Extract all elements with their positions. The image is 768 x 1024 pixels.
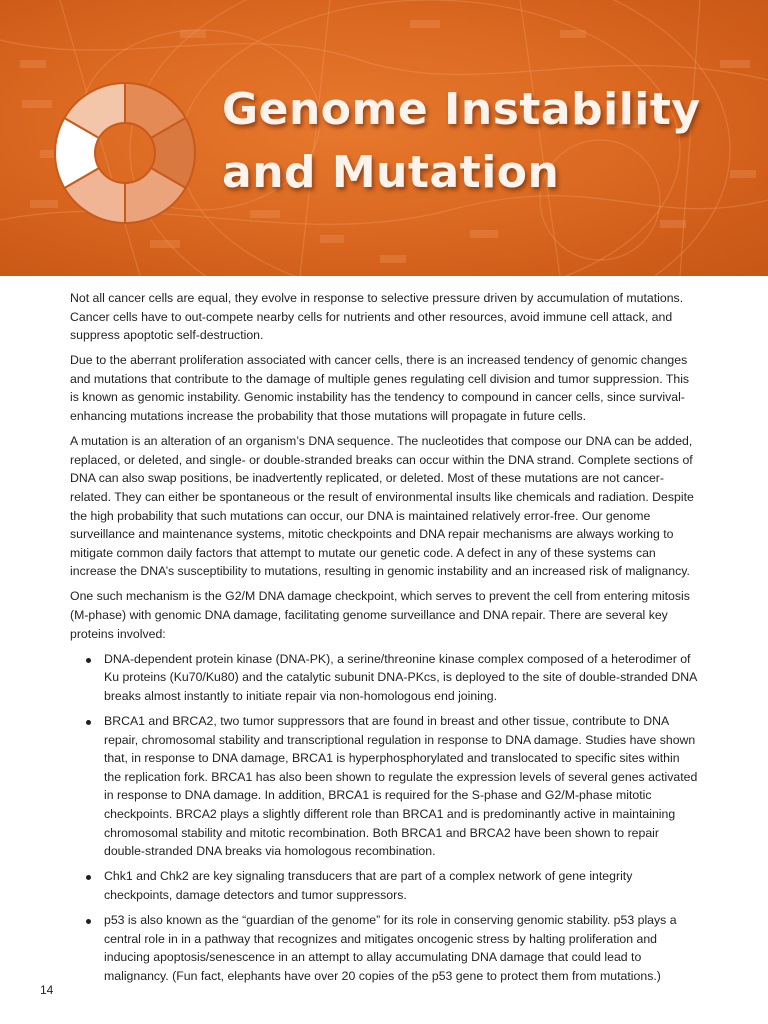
- list-item: [70, 867, 700, 904]
- list-item-text: DNA-dependent protein kinase (DNA-PK), a serine/threonine kinase complex composed of a heterodimer of Ku proteins (Ku70/Ku80) and the catalytic subunit DNA-PKcs, is deployed to the site of double-stranded DNA breaks almost instantly to initiate repair via non-homologous end joining.: [104, 651, 697, 703]
- list-item: [70, 712, 700, 861]
- title-line-1: Genome Instability: [222, 84, 701, 135]
- key-proteins-list: [70, 650, 700, 986]
- bullet-icon: [86, 875, 91, 880]
- title-line-2: and Mutation: [222, 147, 560, 198]
- header-banner: [0, 0, 768, 276]
- body-text: [70, 289, 700, 992]
- list-item-text: p53 is also known as the “guardian of the genome” for its role in conserving genomic stability. p53 plays a central role in in a pathway that recognizes and mitigates oncogenic stress by halting proliferation and inducing apoptosis/senescence in an attempt to allay accumulating DNA damage that could lead to malignancy. (Fun fact, elephants have over 20 copies of the p53 gene to protect them from mutations.): [104, 912, 677, 983]
- list-item-text: BRCA1 and BRCA2, two tumor suppressors that are found in breast and other tissue, contribute to DNA repair, chromosomal stability and transcriptional regulation in response to DNA damage. Studies have shown that, in response to DNA damage, BRCA1 is hyperphosphorylated and translocated to specific sites within the replication fork. BRCA1 has also been shown to regulate the expression levels of several genes activated in response to DNA damage. In addition, BRCA1 is required for the S-phase and G2/M-phase mitotic checkpoints. BRCA2 plays a slightly different role than BRCA1 and is predominantly active in maintaining chromosomal stability and mitotic recombination. Both BRCA1 and BRCA2 have been shown to repair double-stranded DNA breaks via homologous recombination.: [104, 713, 698, 859]
- list-item: [70, 911, 700, 985]
- paragraph: Not all cancer cells are equal, they evolve in response to selective pressure driven by accumulation of mutations. Cancer cells have to out-compete nearby cells for nutrients and other resources, avoid immune cell attack, and suppress apoptotic self-destruction.: [70, 291, 684, 343]
- page-title: [222, 78, 701, 204]
- paragraph: Due to the aberrant proliferation associated with cancer cells, there is an increased tendency of genomic changes and mutations that contribute to the damage of multiple genes regulating cell division and tumor suppression. This is known as genomic instability. Genomic instability has the tendency to compound in cancer cells, since survival-enhancing mutations increase the probability that those mutations will propagate in future cells.: [70, 353, 690, 424]
- paragraph: A mutation is an alteration of an organism’s DNA sequence. The nucleotides that compose our DNA can be added, replaced, or deleted, and single- or double-stranded breaks can occur within the DNA strand. Complete sections of DNA can also swap positions, be inadvertently replicated, or deleted. Most of these mutations are not cancer-related. They can either be spontaneous or the result of environmental insults like chemicals and radiation. Despite the high probability that such mutations can occur, our DNA is maintained relatively error-free. Our genome surveillance and maintenance systems, mitotic checkpoints and DNA repair mechanisms are always working to mitigate common daily factors that attempt to mutate our genetic code. A defect in any of these systems can increase the DNA’s susceptibility to mutations, resulting in genomic instability and an increased risk of malignancy.: [70, 434, 694, 579]
- chapter-donut-icon: [50, 78, 200, 228]
- page-number: 14: [40, 983, 54, 997]
- bullet-icon: [86, 658, 91, 663]
- list-item-text: Chk1 and Chk2 are key signaling transducers that are part of a complex network of gene integrity checkpoints, damage detectors and tumor suppressors.: [104, 869, 633, 902]
- bullet-icon: [86, 919, 91, 924]
- paragraph: One such mechanism is the G2/M DNA damage checkpoint, which serves to prevent the cell from entering mitosis (M-phase) with genomic DNA damage, facilitating genome surveillance and DNA repair. There are several key proteins involved:: [70, 589, 690, 641]
- bullet-icon: [86, 720, 91, 725]
- list-item: [70, 650, 700, 706]
